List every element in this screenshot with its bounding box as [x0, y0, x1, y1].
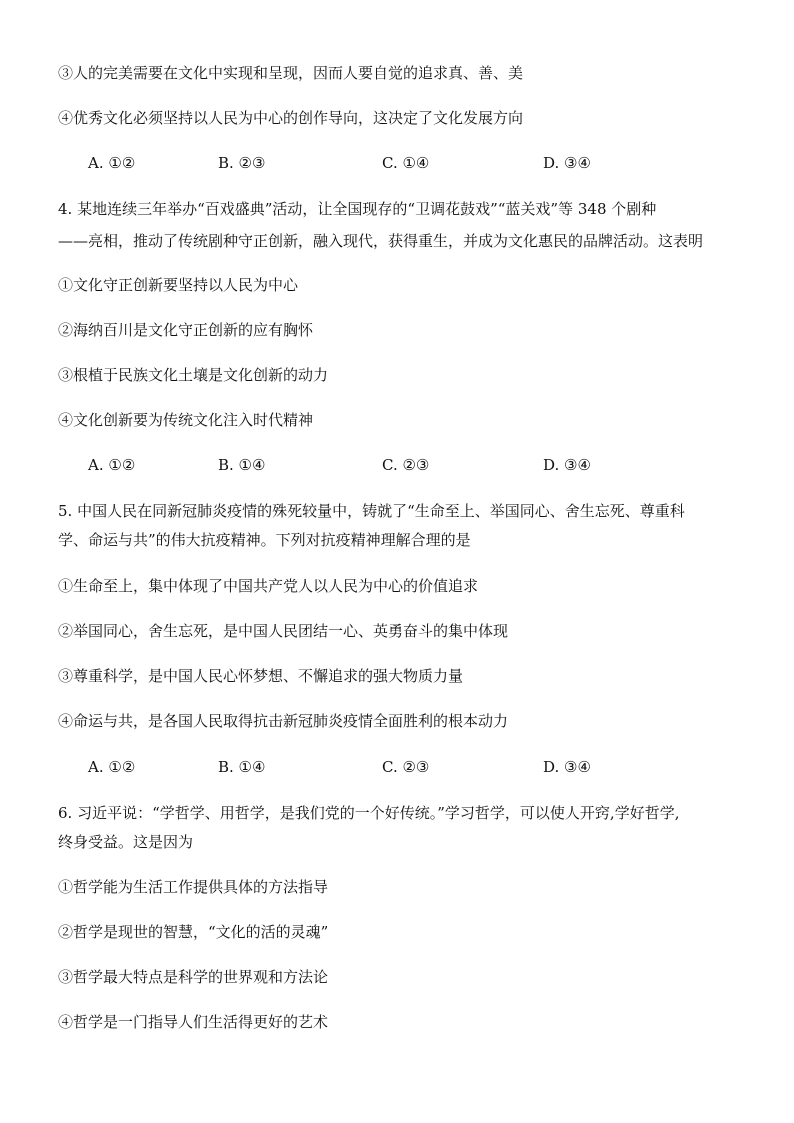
q4-option-b[interactable]: B. ①④	[218, 456, 266, 474]
q3-options	[0, 153, 794, 173]
q5-item-4: ④命运与共，是各国人民取得抗击新冠肺炎疫情全面胜利的根本动力	[58, 712, 509, 730]
q4-options	[0, 455, 794, 475]
q5-option-d[interactable]: D. ③④	[543, 758, 591, 776]
q5-item-1: ①生命至上，集中体现了中国共产党人以人民为中心的价值追求	[58, 577, 479, 595]
q4-item-3: ③根植于民族文化土壤是文化创新的动力	[58, 366, 329, 384]
q4-option-a[interactable]: A. ①②	[88, 456, 136, 474]
q6-item-1: ①哲学能为生活工作提供具体的方法指导	[58, 878, 329, 896]
q3-option-b[interactable]: B. ②③	[218, 154, 266, 172]
q5-item-2: ②举国同心，舍生忘死，是中国人民团结一心、英勇奋斗的集中体现	[58, 622, 509, 640]
q5-options	[0, 757, 794, 777]
q3-option-c[interactable]: C. ①④	[382, 154, 430, 172]
q5-stem-line-1: 5. 中国人民在同新冠肺炎疫情的殊死较量中，铸就了“生命至上、举国同心、舍生忘死、尊重科	[58, 502, 685, 520]
q3-option-a[interactable]: A. ①②	[88, 154, 136, 172]
q4-item-1: ①文化守正创新要坚持以人民为中心	[58, 276, 299, 294]
q5-option-c[interactable]: C. ②③	[382, 758, 430, 776]
q3-item-3: ③人的完美需要在文化中实现和呈现，因而人要自觉的追求真、善、美	[58, 64, 524, 82]
q5-option-b[interactable]: B. ①④	[218, 758, 266, 776]
q6-item-2: ②哲学是现世的智慧，“文化的活的灵魂”	[58, 923, 329, 941]
q6-item-4: ④哲学是一门指导人们生活得更好的艺术	[58, 1013, 329, 1031]
q4-item-2: ②海纳百川是文化守正创新的应有胸怀	[58, 321, 314, 339]
q6-stem-line-1: 6. 习近平说：“学哲学、用哲学，是我们党的一个好传统。”学习哲学，可以使人开窍,学好哲学,	[58, 804, 680, 822]
q5-item-3: ③尊重科学，是中国人民心怀梦想、不懈追求的强大物质力量	[58, 667, 464, 685]
q4-option-c[interactable]: C. ②③	[382, 456, 430, 474]
q3-option-d[interactable]: D. ③④	[543, 154, 591, 172]
q6-item-3: ③哲学最大特点是科学的世界观和方法论	[58, 968, 329, 986]
q3-item-4: ④优秀文化必须坚持以人民为中心的创作导向，这决定了文化发展方向	[58, 109, 524, 127]
q4-option-d[interactable]: D. ③④	[543, 456, 591, 474]
q5-option-a[interactable]: A. ①②	[88, 758, 136, 776]
q4-stem-line-2: ——亮相，推动了传统剧种守正创新，融入现代，获得重生，并成为文化惠民的品牌活动。这表明	[58, 232, 704, 250]
q5-stem-line-2: 学、命运与共”的伟大抗疫精神。下列对抗疫精神理解合理的是	[58, 531, 471, 549]
q4-item-4: ④文化创新要为传统文化注入时代精神	[58, 411, 314, 429]
q6-stem-line-2: 终身受益。这是因为	[58, 833, 194, 851]
q4-stem-line-1: 4. 某地连续三年举办“百戏盛典”活动，让全国现存的“卫调花鼓戏”“蓝关戏”等 348 个剧种	[58, 200, 657, 218]
